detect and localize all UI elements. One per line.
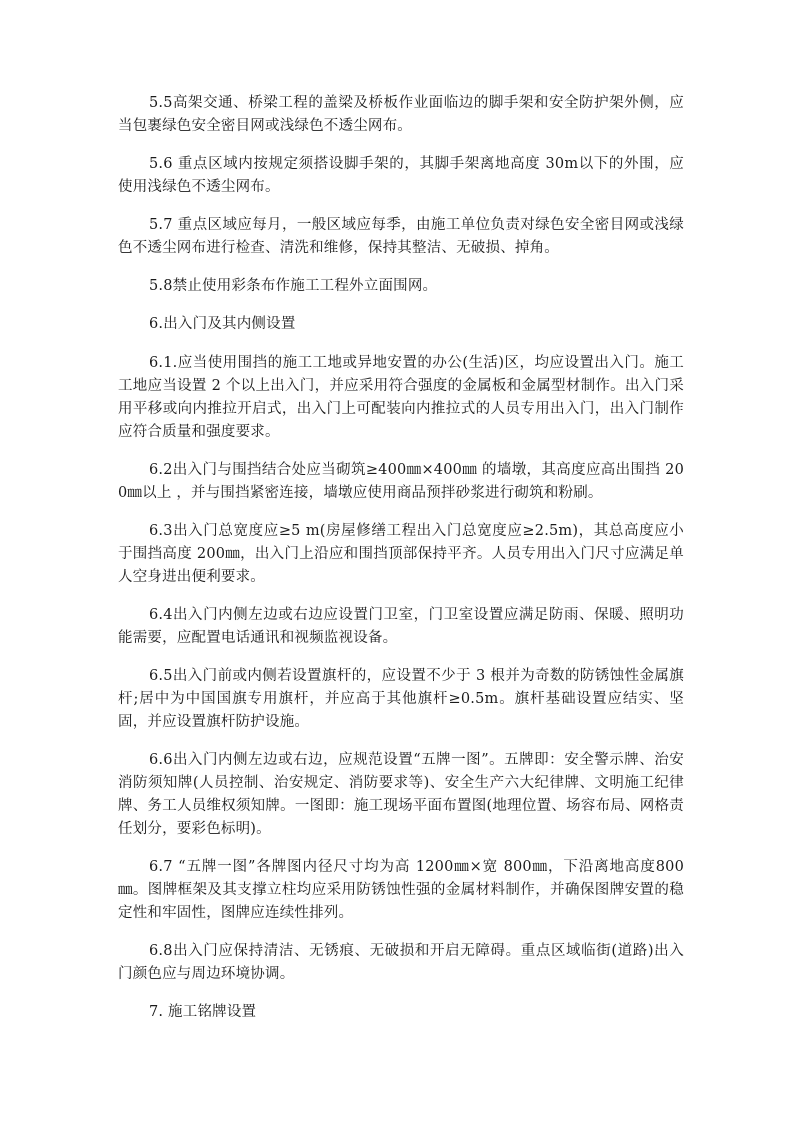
paragraph-5-8: 5.8禁止使用彩条布作施工工程外立面围网。 <box>149 278 438 294</box>
paragraph-6-5: 6.5出入门前或内侧若设置旗杆的，应设置不少于 3 根并为奇数的防锈蚀性金属旗杆;居中为中国国旗专用旗杆，并应高于其他旗杆≥0.5m。旗杆基础设置应结实、坚固，并应设置旗杆防护设施。 <box>118 668 684 730</box>
paragraph-6-3: 6.3出入门总宽度应≥5 m(房屋修缮工程出入门总宽度应≥2.5m)，其总高度应小于围挡高度 200㎜，出入门上沿应和围挡顶部保持平齐。人员专用出入门尺寸应满足单人空身进出便利要求。 <box>118 523 684 585</box>
paragraph-6-6: 6.6出入门内侧左边或右边，应规范设置“五牌一图”。五牌即：安全警示牌、治安消防须知牌(人员控制、治安规定、消防要求等)、安全生产六大纪律牌、文明施工纪律牌、务工人员维权须知牌。一图即：施工现场平面布置图(地理位置、场容布局、网格责任划分，要彩色标明)。 <box>118 752 684 837</box>
section-heading-7: 7. 施工铭牌设置 <box>149 1004 257 1020</box>
paragraph-6-7: 6.7 “五牌一图”各牌图内径尺寸均为高 1200㎜×宽 800㎜，下沿离地高度800㎜。图牌框架及其支撑立柱均应采用防锈蚀性强的金属材料制作，并确保图牌安置的稳定性和牢固性，图牌应连续性排列。 <box>118 859 684 921</box>
paragraph-6-2: 6.2出入门与围挡结合处应当砌筑≥400㎜×400㎜ 的墙墩，其高度应高出围挡 200㎜以上 ，并与围挡紧密连接，墙墩应使用商品预拌砂浆进行砌筑和粉刷。 <box>118 462 684 501</box>
paragraph-5-7: 5.7 重点区域应每月，一般区域应每季，由施工单位负责对绿色安全密目网或浅绿色不透尘网布进行检查、清洗和维修，保持其整洁、无破损、掉角。 <box>118 217 684 256</box>
document-page <box>118 92 684 1040</box>
paragraph-6-1: 6.1.应当使用围挡的施工工地或异地安置的办公(生活)区，均应设置出入门。施工工地应当设置 2 个以上出入门，并应采用符合强度的金属板和金属型材制作。出入门采用平移或向内推拉开启式，出入门上可配装向内推拉式的人员专用出入门，出入门制作应符合质量和强度要求。 <box>118 355 684 440</box>
paragraph-5-6: 5.6 重点区域内按规定须搭设脚手架的，其脚手架离地高度 30m以下的外围，应使用浅绿色不透尘网布。 <box>118 156 684 195</box>
paragraph-6-4: 6.4出入门内侧左边或右边应设置门卫室，门卫室设置应满足防雨、保暖、照明功能需要，应配置电话通讯和视频监视设备。 <box>118 607 684 646</box>
section-heading-6: 6.出入门及其内侧设置 <box>149 316 296 332</box>
paragraph-6-8: 6.8出入门应保持清洁、无锈痕、无破损和开启无障碍。重点区域临街(道路)出入门颜色应与周边环境协调。 <box>118 943 684 982</box>
paragraph-5-5: 5.5高架交通、桥梁工程的盖梁及桥板作业面临边的脚手架和安全防护架外侧，应当包裹绿色安全密目网或浅绿色不透尘网布。 <box>118 95 684 134</box>
